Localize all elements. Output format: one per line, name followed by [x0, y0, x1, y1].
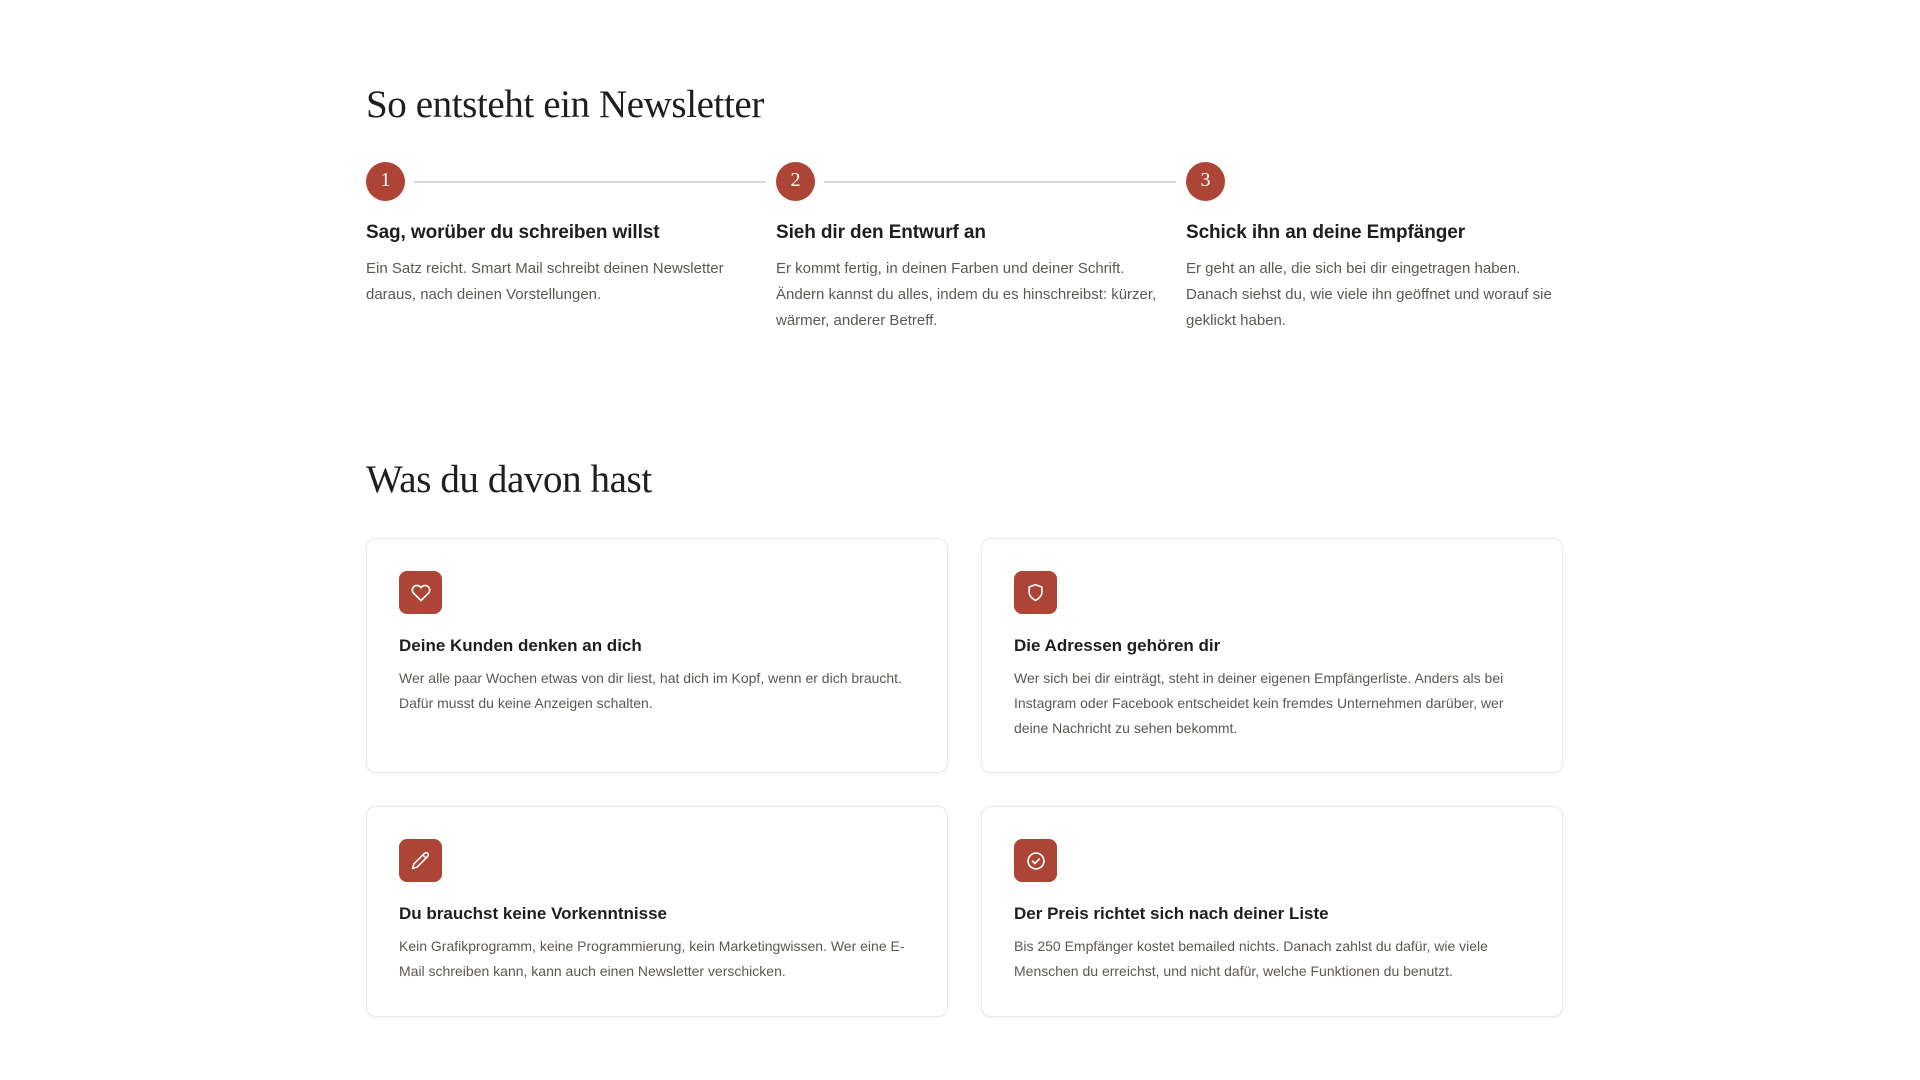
step-1	[366, 162, 756, 308]
step-title: Sieh dir den Entwurf an	[776, 222, 986, 243]
benefit-description: Wer alle paar Wochen etwas von dir liest, hat dich im Kopf, wenn er dich braucht. Dafür musst du keine Anzeigen schalten.	[399, 670, 902, 711]
benefit-description: Wer sich bei dir einträgt, steht in deiner eigenen Empfängerliste. Anders als bei Instagram oder Facebook entscheidet kein fremdes Unternehmen darüber, wer deine Nachricht zu sehen bekommt.	[1014, 670, 1504, 736]
benefit-title: Du brauchst keine Vorkenntnisse	[399, 904, 667, 923]
benefit-card	[981, 538, 1563, 773]
step-number-badge: 3	[1186, 162, 1225, 201]
step-number-badge: 2	[776, 162, 815, 201]
benefit-card	[981, 806, 1563, 1017]
step-3	[1186, 162, 1576, 334]
benefit-title: Der Preis richtet sich nach deiner Liste	[1014, 904, 1329, 923]
benefit-title: Deine Kunden denken an dich	[399, 636, 642, 655]
steps-section-title: So entsteht ein Newsletter	[366, 83, 764, 126]
shield-icon	[1014, 571, 1057, 614]
benefits-section-title: Was du davon hast	[366, 458, 652, 501]
steps-timeline	[366, 162, 1562, 342]
step-title: Sag, worüber du schreiben willst	[366, 222, 660, 243]
step-description: Ein Satz reicht. Smart Mail schreibt deinen Newsletter daraus, nach deinen Vorstellungen.	[366, 260, 724, 303]
step-number-badge: 1	[366, 162, 405, 201]
benefit-description: Bis 250 Empfänger kostet bemailed nichts. Danach zahlst du dafür, wie viele Menschen du erreichst, und nicht dafür, welche Funktionen du benutzt.	[1014, 938, 1488, 979]
check-circle-icon	[1014, 839, 1057, 882]
benefit-card	[366, 806, 948, 1017]
benefit-card	[366, 538, 948, 773]
benefit-description: Kein Grafikprogramm, keine Programmierung, kein Marketingwissen. Wer eine E-Mail schreiben kann, kann auch einen Newsletter verschicken.	[399, 938, 905, 979]
step-description: Er kommt fertig, in deinen Farben und deiner Schrift. Ändern kannst du alles, indem du es hinschreibst: kürzer, wärmer, anderer Betreff.	[776, 260, 1157, 329]
step-description: Er geht an alle, die sich bei dir eingetragen haben. Danach siehst du, wie viele ihn geöffnet und worauf sie geklickt haben.	[1186, 260, 1552, 329]
step-title: Schick ihn an deine Empfänger	[1186, 222, 1466, 243]
heart-icon	[399, 571, 442, 614]
pencil-icon	[399, 839, 442, 882]
benefit-title: Die Adressen gehören dir	[1014, 636, 1221, 655]
step-2	[776, 162, 1166, 334]
